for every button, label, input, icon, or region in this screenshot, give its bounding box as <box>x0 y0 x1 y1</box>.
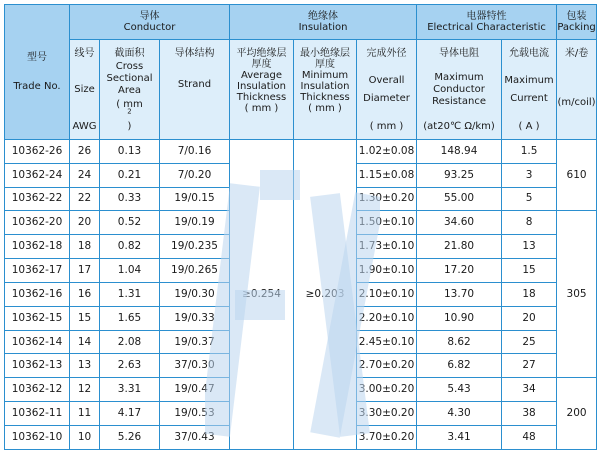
cur-unit: ( A ) <box>518 120 540 132</box>
area-en-line: Cross <box>115 61 144 73</box>
area-en-line: Sectional <box>106 73 153 85</box>
resistance-cell: 6.82 <box>417 354 502 378</box>
cur-en: Current <box>510 93 548 105</box>
overall-diameter-cell: 3.00±0.20 <box>357 378 417 402</box>
resistance-cell: 13.70 <box>417 282 502 306</box>
strand-cell: 19/0.37 <box>160 330 230 354</box>
size-cell: 11 <box>70 402 100 426</box>
current-cell: 34 <box>502 378 557 402</box>
area-cell: 3.31 <box>100 378 160 402</box>
avg-ins-cn: 平均绝缘层 <box>236 47 287 59</box>
min-ins-cn: 厚度 <box>315 58 335 70</box>
trade-no-header <box>5 5 70 140</box>
min-insulation-header <box>294 40 357 140</box>
pack-unit: (m/coil) <box>557 96 596 108</box>
wire-spec-table <box>4 4 597 450</box>
trade-no-cell: 10362-18 <box>5 235 70 259</box>
conductor-en: Conductor <box>123 22 176 34</box>
strand-cn: 导体结构 <box>174 47 215 59</box>
data-rows <box>5 139 597 449</box>
avg-insulation-header <box>230 40 294 140</box>
area-cell: 0.13 <box>100 139 160 163</box>
overall-diameter-cell: 1.02±0.08 <box>357 139 417 163</box>
size-cell: 20 <box>70 211 100 235</box>
trade-no-en: Trade No. <box>13 80 61 92</box>
area-unit <box>116 99 143 132</box>
overall-diameter-cell: 3.30±0.20 <box>357 402 417 426</box>
strand-cell: 19/0.235 <box>160 235 230 259</box>
area-en-line: Area <box>117 85 141 97</box>
area-cell: 0.52 <box>100 211 160 235</box>
packing-en: Packing <box>557 22 596 34</box>
size-cell: 10 <box>70 425 100 449</box>
resistance-cell: 21.80 <box>417 235 502 259</box>
avg-ins-en: Average <box>240 69 283 81</box>
current-cell: 5 <box>502 187 557 211</box>
pack-cn: 米/卷 <box>564 47 589 59</box>
trade-no-cell: 10362-26 <box>5 139 70 163</box>
area-cell: 4.17 <box>100 402 160 426</box>
res-unit: (at20℃ Ω/km) <box>423 120 495 132</box>
area-cell: 2.63 <box>100 354 160 378</box>
cur-en: Maximum <box>504 75 554 87</box>
current-cell: 15 <box>502 259 557 283</box>
strand-cell: 19/0.265 <box>160 259 230 283</box>
trade-no-cell: 10362-15 <box>5 306 70 330</box>
overall-diameter-cell: 2.10±0.10 <box>357 282 417 306</box>
size-cell: 15 <box>70 306 100 330</box>
resistance-cell: 34.60 <box>417 211 502 235</box>
packing-group-header <box>557 5 597 40</box>
packing-header <box>557 40 597 140</box>
strand-cell: 7/0.16 <box>160 139 230 163</box>
size-cell: 24 <box>70 163 100 187</box>
trade-no-cell: 10362-14 <box>5 330 70 354</box>
current-cell: 20 <box>502 306 557 330</box>
overall-diameter-header <box>357 40 417 140</box>
header-row-groups <box>5 5 597 40</box>
resistance-cell: 10.90 <box>417 306 502 330</box>
packing-cell: 200 <box>557 378 597 450</box>
overall-diameter-cell: 2.45±0.10 <box>357 330 417 354</box>
od-unit: ( mm ) <box>369 120 404 132</box>
overall-diameter-cell: 1.90±0.10 <box>357 259 417 283</box>
resistance-cell: 93.25 <box>417 163 502 187</box>
area-cn: 截面积 <box>114 47 145 59</box>
od-en: Overall <box>368 75 405 87</box>
current-cell: 48 <box>502 425 557 449</box>
trade-no-cell: 10362-12 <box>5 378 70 402</box>
area-unit-post: ) <box>127 120 132 132</box>
res-en: Maximum <box>434 72 484 84</box>
area-cell: 5.26 <box>100 425 160 449</box>
trade-no-cell: 10362-17 <box>5 259 70 283</box>
strand-en: Strand <box>177 78 212 90</box>
overall-diameter-cell: 1.50±0.10 <box>357 211 417 235</box>
resistance-cell: 148.94 <box>417 139 502 163</box>
current-cell: 27 <box>502 354 557 378</box>
size-cell: 22 <box>70 187 100 211</box>
trade-no-cell: 10362-11 <box>5 402 70 426</box>
area-cell: 1.65 <box>100 306 160 330</box>
packing-cn: 包装 <box>566 11 587 23</box>
strand-cell: 19/0.30 <box>160 282 230 306</box>
avg-ins-en: Insulation <box>237 80 286 92</box>
electrical-cn: 电器特性 <box>466 11 507 23</box>
area-cell: 1.31 <box>100 282 160 306</box>
trade-no-cn: 型号 <box>27 51 47 63</box>
strand-cell: 19/0.47 <box>160 378 230 402</box>
min-ins-cn: 最小绝缘层 <box>300 47 350 59</box>
res-cn: 导体电阻 <box>439 47 480 59</box>
area-unit-sup: 2 <box>127 107 132 116</box>
size-en: Size <box>74 84 95 96</box>
avg-insulation-cell: ≥0.254 <box>230 139 294 449</box>
insulation-cn: 绝缘体 <box>308 11 339 23</box>
overall-diameter-cell: 2.20±0.10 <box>357 306 417 330</box>
resistance-cell: 55.00 <box>417 187 502 211</box>
electrical-en: Electrical Characteristic <box>427 22 546 34</box>
res-en: Conductor <box>433 84 485 96</box>
current-cell: 38 <box>502 402 557 426</box>
resistance-cell: 3.41 <box>417 425 502 449</box>
insulation-group-header <box>230 5 417 40</box>
trade-no-cell: 10362-16 <box>5 282 70 306</box>
resistance-cell: 5.43 <box>417 378 502 402</box>
overall-diameter-cell: 1.15±0.08 <box>357 163 417 187</box>
resistance-cell: 17.20 <box>417 259 502 283</box>
area-header <box>100 40 160 140</box>
area-unit-pre: ( mm <box>116 98 143 110</box>
size-unit: AWG <box>72 120 97 132</box>
od-en: Diameter <box>363 93 410 105</box>
conductor-cn: 导体 <box>139 11 160 23</box>
area-cell: 1.04 <box>100 259 160 283</box>
trade-no-cell: 10362-20 <box>5 211 70 235</box>
size-cell: 16 <box>70 282 100 306</box>
avg-ins-cn: 厚度 <box>251 58 272 70</box>
overall-diameter-cell: 3.70±0.20 <box>357 425 417 449</box>
min-ins-en: Thickness <box>300 91 350 103</box>
conductor-group-header <box>70 5 230 40</box>
strand-cell: 37/0.43 <box>160 425 230 449</box>
resistance-cell: 8.62 <box>417 330 502 354</box>
min-ins-en: Insulation <box>300 80 350 92</box>
avg-ins-en: Thickness <box>236 91 287 103</box>
resistance-cell: 4.30 <box>417 402 502 426</box>
min-ins-en: Minimum <box>301 69 349 81</box>
res-en: Resistance <box>432 96 486 108</box>
current-cell: 25 <box>502 330 557 354</box>
strand-cell: 19/0.15 <box>160 187 230 211</box>
electrical-group-header <box>417 5 557 40</box>
trade-no-cell: 10362-13 <box>5 354 70 378</box>
avg-ins-unit: ( mm ) <box>244 102 279 114</box>
trade-no-cell: 10362-24 <box>5 163 70 187</box>
current-cell: 3 <box>502 163 557 187</box>
current-header <box>502 40 557 140</box>
cur-cn: 允载电流 <box>509 47 550 59</box>
strand-cell: 19/0.19 <box>160 211 230 235</box>
trade-no-cell: 10362-22 <box>5 187 70 211</box>
current-cell: 8 <box>502 211 557 235</box>
area-cell: 0.33 <box>100 187 160 211</box>
size-cell: 12 <box>70 378 100 402</box>
overall-diameter-cell: 1.30±0.20 <box>357 187 417 211</box>
area-cell: 0.21 <box>100 163 160 187</box>
header-row-columns <box>5 40 597 140</box>
min-ins-unit: ( mm ) <box>308 102 342 114</box>
packing-cell: 305 <box>557 211 597 378</box>
overall-diameter-cell: 2.70±0.20 <box>357 354 417 378</box>
size-header <box>70 40 100 140</box>
strand-header <box>160 40 230 140</box>
area-cell: 0.82 <box>100 235 160 259</box>
size-cn: 线号 <box>74 47 95 59</box>
size-cell: 26 <box>70 139 100 163</box>
area-cell: 2.08 <box>100 330 160 354</box>
strand-cell: 19/0.53 <box>160 402 230 426</box>
od-cn: 完成外径 <box>366 47 407 59</box>
current-cell: 1.5 <box>502 139 557 163</box>
size-cell: 17 <box>70 259 100 283</box>
strand-cell: 37/0.30 <box>160 354 230 378</box>
strand-cell: 7/0.20 <box>160 163 230 187</box>
resistance-header <box>417 40 502 140</box>
overall-diameter-cell: 1.73±0.10 <box>357 235 417 259</box>
size-cell: 14 <box>70 330 100 354</box>
size-cell: 13 <box>70 354 100 378</box>
size-cell: 18 <box>70 235 100 259</box>
packing-cell: 610 <box>557 139 597 211</box>
table-row <box>5 139 597 163</box>
min-insulation-cell: ≥0.203 <box>294 139 357 449</box>
strand-cell: 19/0.33 <box>160 306 230 330</box>
insulation-en: Insulation <box>298 22 348 34</box>
trade-no-cell: 10362-10 <box>5 425 70 449</box>
current-cell: 18 <box>502 282 557 306</box>
current-cell: 13 <box>502 235 557 259</box>
